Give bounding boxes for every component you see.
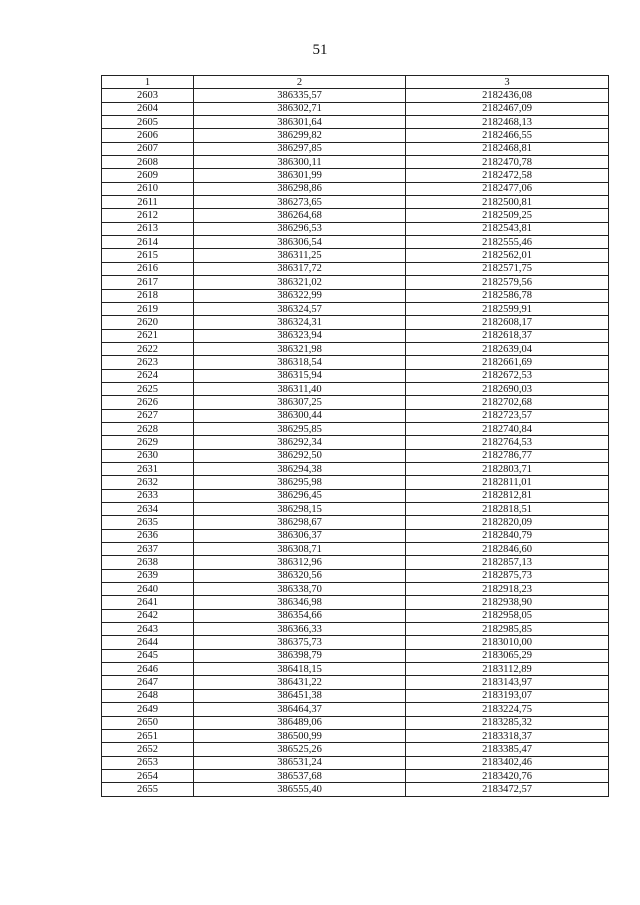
point-number-cell: 2621 [102,329,194,342]
table-row [102,663,609,676]
point-number-cell: 2612 [102,209,194,222]
x-coordinate-cell: 386322,99 [194,289,406,302]
y-coordinate-cell: 2182468,13 [406,116,609,129]
point-number-cell: 2610 [102,182,194,195]
table-row [102,116,609,129]
point-number-cell: 2638 [102,556,194,569]
y-coordinate-cell: 2182562,01 [406,249,609,262]
point-number-cell: 2620 [102,316,194,329]
point-number-cell: 2617 [102,276,194,289]
point-number-cell: 2607 [102,142,194,155]
x-coordinate-cell: 386324,31 [194,316,406,329]
y-coordinate-cell: 2182555,46 [406,236,609,249]
x-coordinate-cell: 386292,50 [194,449,406,462]
table-row [102,516,609,529]
table-row [102,302,609,315]
point-number-cell: 2613 [102,222,194,235]
x-coordinate-cell: 386537,68 [194,769,406,782]
table-row [102,503,609,516]
table-row [102,569,609,582]
point-number-cell: 2619 [102,302,194,315]
x-coordinate-cell: 386324,57 [194,302,406,315]
y-coordinate-cell: 2182918,23 [406,583,609,596]
y-coordinate-cell: 2182723,57 [406,409,609,422]
y-coordinate-cell: 2182579,56 [406,276,609,289]
x-coordinate-cell: 386307,25 [194,396,406,409]
point-number-cell: 2634 [102,503,194,516]
table-row [102,743,609,756]
y-coordinate-cell: 2183065,29 [406,649,609,662]
y-coordinate-cell: 2182470,78 [406,156,609,169]
table-row [102,156,609,169]
point-number-cell: 2655 [102,783,194,796]
y-coordinate-cell: 2182985,85 [406,623,609,636]
table-row [102,649,609,662]
x-coordinate-cell: 386317,72 [194,262,406,275]
point-number-cell: 2637 [102,543,194,556]
table-row [102,596,609,609]
column-header-point-number: 1 [102,76,194,89]
x-coordinate-cell: 386292,34 [194,436,406,449]
point-number-cell: 2604 [102,102,194,115]
x-coordinate-cell: 386308,71 [194,543,406,556]
x-coordinate-cell: 386489,06 [194,716,406,729]
table-row [102,129,609,142]
y-coordinate-cell: 2182586,78 [406,289,609,302]
y-coordinate-cell: 2182846,60 [406,543,609,556]
table-row [102,249,609,262]
y-coordinate-cell: 2183010,00 [406,636,609,649]
y-coordinate-cell: 2182477,06 [406,182,609,195]
table-row [102,329,609,342]
y-coordinate-cell: 2182938,90 [406,596,609,609]
point-number-cell: 2646 [102,663,194,676]
y-coordinate-cell: 2182543,81 [406,222,609,235]
table-row [102,409,609,422]
point-number-cell: 2630 [102,449,194,462]
point-number-cell: 2623 [102,356,194,369]
point-number-cell: 2628 [102,422,194,435]
x-coordinate-cell: 386525,26 [194,743,406,756]
point-number-cell: 2644 [102,636,194,649]
table-body [102,89,609,796]
point-number-cell: 2614 [102,236,194,249]
point-number-cell: 2625 [102,382,194,395]
x-coordinate-cell: 386298,15 [194,503,406,516]
x-coordinate-cell: 386318,54 [194,356,406,369]
table-row [102,756,609,769]
column-header-y-coordinate: 3 [406,76,609,89]
point-number-cell: 2653 [102,756,194,769]
point-number-cell: 2633 [102,489,194,502]
x-coordinate-cell: 386301,99 [194,169,406,182]
x-coordinate-cell: 386366,33 [194,623,406,636]
page-number: 51 [312,42,328,58]
x-coordinate-cell: 386295,85 [194,422,406,435]
point-number-cell: 2649 [102,703,194,716]
x-coordinate-cell: 386298,67 [194,516,406,529]
x-coordinate-cell: 386297,85 [194,142,406,155]
point-number-cell: 2618 [102,289,194,302]
table-row [102,462,609,475]
point-number-cell: 2631 [102,462,194,475]
x-coordinate-cell: 386346,98 [194,596,406,609]
y-coordinate-cell: 2182857,13 [406,556,609,569]
x-coordinate-cell: 386311,25 [194,249,406,262]
x-coordinate-cell: 386295,98 [194,476,406,489]
y-coordinate-cell: 2182466,55 [406,129,609,142]
table-row [102,689,609,702]
y-coordinate-cell: 2183193,07 [406,689,609,702]
y-coordinate-cell: 2182811,01 [406,476,609,489]
x-coordinate-cell: 386531,24 [194,756,406,769]
y-coordinate-cell: 2182509,25 [406,209,609,222]
x-coordinate-cell: 386302,71 [194,102,406,115]
y-coordinate-cell: 2182618,37 [406,329,609,342]
table-row [102,396,609,409]
table-row [102,102,609,115]
table-row [102,476,609,489]
table-row [102,729,609,742]
y-coordinate-cell: 2182639,04 [406,342,609,355]
x-coordinate-cell: 386464,37 [194,703,406,716]
table-row [102,262,609,275]
x-coordinate-cell: 386321,98 [194,342,406,355]
point-number-cell: 2636 [102,529,194,542]
table-row [102,382,609,395]
x-coordinate-cell: 386418,15 [194,663,406,676]
x-coordinate-cell: 386321,02 [194,276,406,289]
point-number-cell: 2606 [102,129,194,142]
y-coordinate-cell: 2182690,03 [406,382,609,395]
point-number-cell: 2647 [102,676,194,689]
x-coordinate-cell: 386320,56 [194,569,406,582]
y-coordinate-cell: 2182571,75 [406,262,609,275]
point-number-cell: 2648 [102,689,194,702]
point-number-cell: 2645 [102,649,194,662]
point-number-cell: 2603 [102,89,194,102]
point-number-cell: 2615 [102,249,194,262]
table-row [102,209,609,222]
table-row [102,89,609,102]
x-coordinate-cell: 386300,11 [194,156,406,169]
x-coordinate-cell: 386431,22 [194,676,406,689]
point-number-cell: 2605 [102,116,194,129]
y-coordinate-cell: 2182958,05 [406,609,609,622]
y-coordinate-cell: 2182740,84 [406,422,609,435]
point-number-cell: 2622 [102,342,194,355]
table-row [102,716,609,729]
y-coordinate-cell: 2182672,53 [406,369,609,382]
x-coordinate-cell: 386323,94 [194,329,406,342]
point-number-cell: 2639 [102,569,194,582]
y-coordinate-cell: 2182812,81 [406,489,609,502]
point-number-cell: 2652 [102,743,194,756]
y-coordinate-cell: 2183285,32 [406,716,609,729]
x-coordinate-cell: 386354,66 [194,609,406,622]
point-number-cell: 2650 [102,716,194,729]
x-coordinate-cell: 386375,73 [194,636,406,649]
x-coordinate-cell: 386312,96 [194,556,406,569]
x-coordinate-cell: 386500,99 [194,729,406,742]
y-coordinate-cell: 2183143,97 [406,676,609,689]
table-row [102,182,609,195]
table-header-row [102,76,609,89]
y-coordinate-cell: 2183472,57 [406,783,609,796]
table-row [102,636,609,649]
point-number-cell: 2627 [102,409,194,422]
y-coordinate-cell: 2182820,09 [406,516,609,529]
point-number-cell: 2629 [102,436,194,449]
x-coordinate-cell: 386294,38 [194,462,406,475]
y-coordinate-cell: 2183224,75 [406,703,609,716]
y-coordinate-cell: 2183402,46 [406,756,609,769]
x-coordinate-cell: 386311,40 [194,382,406,395]
y-coordinate-cell: 2182467,09 [406,102,609,115]
y-coordinate-cell: 2182840,79 [406,529,609,542]
table-row [102,623,609,636]
x-coordinate-cell: 386301,64 [194,116,406,129]
y-coordinate-cell: 2182764,53 [406,436,609,449]
y-coordinate-cell: 2183420,76 [406,769,609,782]
table-row [102,422,609,435]
x-coordinate-cell: 386296,45 [194,489,406,502]
coordinates-table [101,75,609,797]
table-row [102,142,609,155]
table-row [102,583,609,596]
point-number-cell: 2641 [102,596,194,609]
y-coordinate-cell: 2183385,47 [406,743,609,756]
point-number-cell: 2624 [102,369,194,382]
point-number-cell: 2640 [102,583,194,596]
y-coordinate-cell: 2182608,17 [406,316,609,329]
point-number-cell: 2642 [102,609,194,622]
table-row [102,783,609,796]
x-coordinate-cell: 386264,68 [194,209,406,222]
y-coordinate-cell: 2182786,77 [406,449,609,462]
y-coordinate-cell: 2182472,58 [406,169,609,182]
y-coordinate-cell: 2183318,37 [406,729,609,742]
table-row [102,676,609,689]
x-coordinate-cell: 386299,82 [194,129,406,142]
table-row [102,222,609,235]
x-coordinate-cell: 386451,38 [194,689,406,702]
x-coordinate-cell: 386306,54 [194,236,406,249]
table-row [102,169,609,182]
y-coordinate-cell: 2182599,91 [406,302,609,315]
point-number-cell: 2616 [102,262,194,275]
y-coordinate-cell: 2182661,69 [406,356,609,369]
table-row [102,316,609,329]
table-row [102,609,609,622]
table-row [102,703,609,716]
y-coordinate-cell: 2182702,68 [406,396,609,409]
point-number-cell: 2654 [102,769,194,782]
table-row [102,489,609,502]
x-coordinate-cell: 386300,44 [194,409,406,422]
point-number-cell: 2608 [102,156,194,169]
x-coordinate-cell: 386306,37 [194,529,406,542]
point-number-cell: 2611 [102,196,194,209]
table-row [102,369,609,382]
table-row [102,436,609,449]
point-number-cell: 2626 [102,396,194,409]
y-coordinate-cell: 2182468,81 [406,142,609,155]
table-row [102,556,609,569]
x-coordinate-cell: 386298,86 [194,182,406,195]
y-coordinate-cell: 2182436,08 [406,89,609,102]
y-coordinate-cell: 2183112,89 [406,663,609,676]
x-coordinate-cell: 386338,70 [194,583,406,596]
table-row [102,342,609,355]
table-row [102,276,609,289]
y-coordinate-cell: 2182500,81 [406,196,609,209]
x-coordinate-cell: 386273,65 [194,196,406,209]
x-coordinate-cell: 386398,79 [194,649,406,662]
point-number-cell: 2609 [102,169,194,182]
table-row [102,289,609,302]
x-coordinate-cell: 386296,53 [194,222,406,235]
table-row [102,769,609,782]
x-coordinate-cell: 386315,94 [194,369,406,382]
point-number-cell: 2643 [102,623,194,636]
table-row [102,356,609,369]
column-header-x-coordinate: 2 [194,76,406,89]
x-coordinate-cell: 386555,40 [194,783,406,796]
y-coordinate-cell: 2182818,51 [406,503,609,516]
table-row [102,196,609,209]
x-coordinate-cell: 386335,57 [194,89,406,102]
table-row [102,543,609,556]
point-number-cell: 2632 [102,476,194,489]
y-coordinate-cell: 2182803,71 [406,462,609,475]
table-row [102,529,609,542]
table-row [102,236,609,249]
point-number-cell: 2651 [102,729,194,742]
table-row [102,449,609,462]
point-number-cell: 2635 [102,516,194,529]
y-coordinate-cell: 2182875,73 [406,569,609,582]
